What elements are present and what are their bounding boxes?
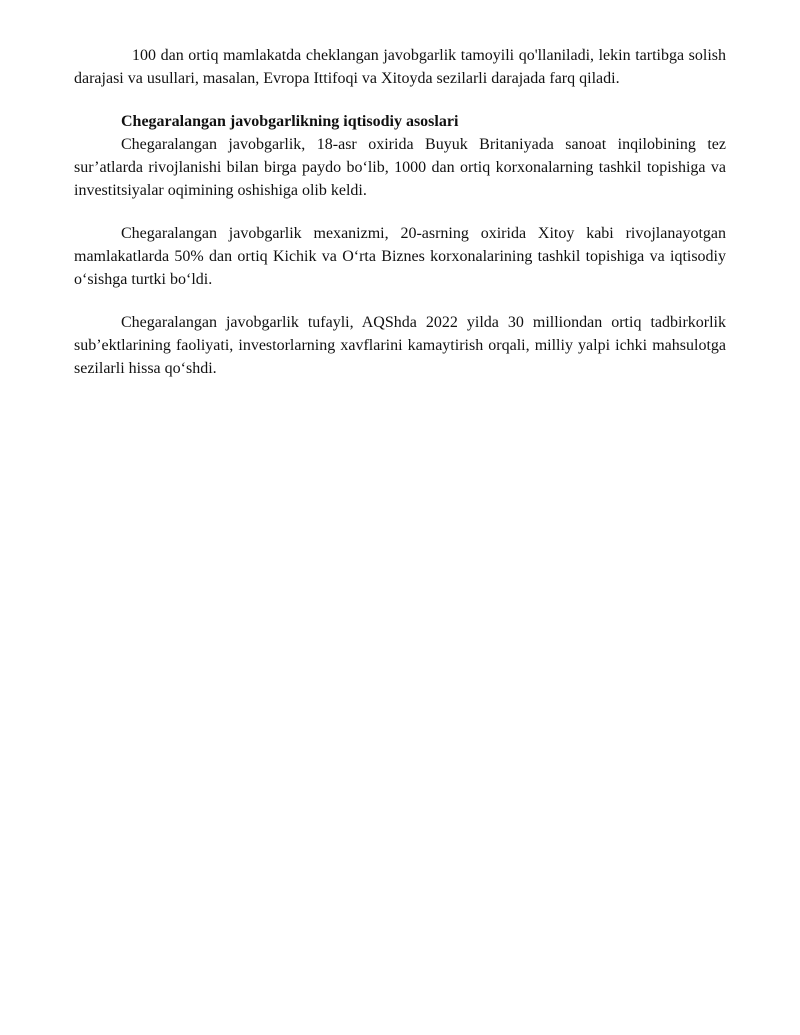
section-paragraph-1: Chegaralangan javobgarlik, 18-asr oxirida Buyuk Britaniyada sanoat inqilobining tez sur’atlarda rivojlanishi bilan birga paydo bo‘lib, 1000 dan ortiq korxonalarning tashkil topishiga va investitsiyalar oqimining oshishiga olib keldi. [74, 136, 726, 199]
section-paragraph-2: Chegaralangan javobgarlik mexanizmi, 20-asrning oxirida Xitoy kabi rivojlanayotgan mamlakatlarda 50% dan ortiq Kichik va O‘rta Biznes korxonalarining tashkil topishiga va iqtisodiy o‘sishga turtki bo‘ldi. [74, 225, 726, 288]
section-heading: Chegaralangan javobgarlikning iqtisodiy asoslari [121, 113, 459, 130]
document-body [74, 44, 726, 380]
intro-paragraph: 100 dan ortiq mamlakatda cheklangan javobgarlik tamoyili qo'llaniladi, lekin tartibga solish darajasi va usullari, masalan, Evropa Ittifoqi va Xitoyda sezilarli darajada farq qiladi. [74, 47, 726, 87]
section-paragraph-3: Chegaralangan javobgarlik tufayli, AQShda 2022 yilda 30 milliondan ortiq tadbirkorlik sub’ektlarining faoliyati, investorlarning xavflarini kamaytirish orqali, milliy yalpi ichki mahsulotga sezilarli hissa qo‘shdi. [74, 314, 726, 377]
